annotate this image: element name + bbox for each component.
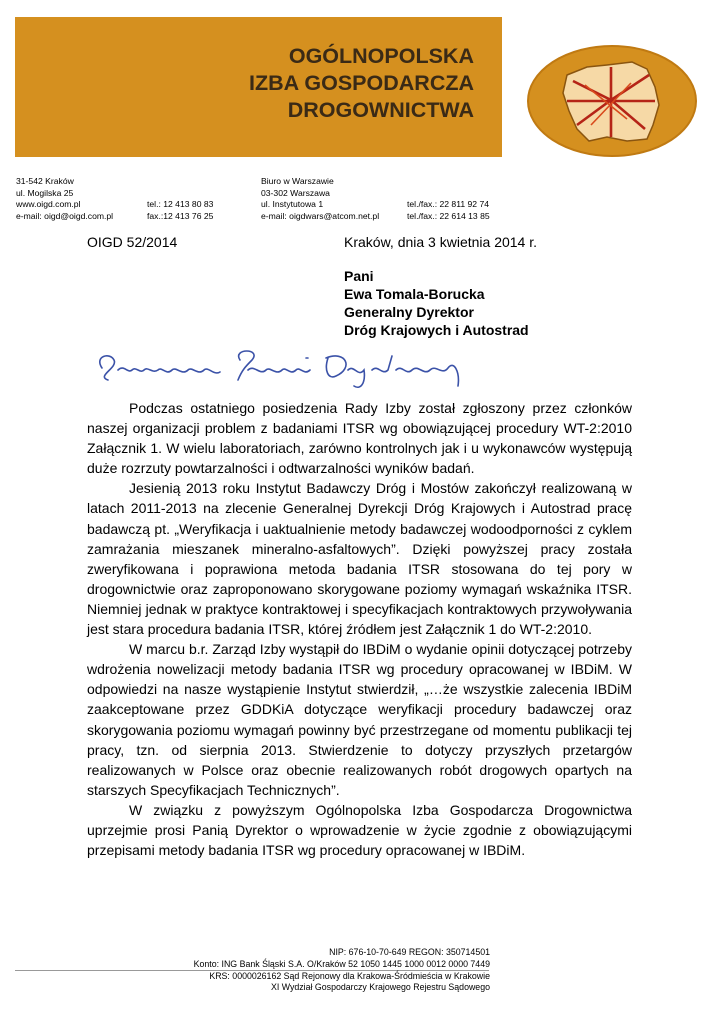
krakow-postal: 31-542 Kraków — [16, 176, 74, 186]
footer — [194, 947, 490, 994]
organization-name-line: DROGOWNICTWA — [287, 98, 474, 122]
header-banner — [15, 17, 502, 157]
letter-body — [87, 398, 632, 860]
organization-name — [249, 43, 474, 124]
krakow-phone: tel.: 12 413 80 83 — [147, 199, 214, 210]
warsaw-contact — [261, 176, 490, 222]
recipient-line: Ewa Tomala-Borucka — [344, 286, 485, 302]
warsaw-fax: tel./fax.: 22 614 13 85 — [407, 210, 490, 221]
krakow-website-link[interactable]: www.oigd.com.pl — [16, 199, 81, 210]
letter-paragraph: Podczas ostatniego posiedzenia Rady Izby został zgłoszony przez członków naszej organizacji problem z badaniami ITSR wg obowiązującej procedury WT-2:2010 Załącznik 1. W wielu laboratoriach, zarówno kontrolnych jak i u wykonawców występują duże rozrzuty powtarzalności i odtwarzalności wyników badań. — [87, 400, 632, 477]
recipient-line: Generalny Dyrektor — [344, 304, 474, 320]
warsaw-email-link[interactable]: e-mail: oigdwars@atcom.net.pl — [261, 210, 380, 221]
reference-number: OIGD 52/2014 — [87, 234, 178, 250]
recipient-line: Pani — [344, 268, 374, 284]
krakow-contact — [16, 176, 214, 222]
krakow-fax: fax.:12 413 76 25 — [147, 210, 214, 221]
recipient-address — [344, 267, 529, 339]
krakow-email-link[interactable]: e-mail: oigd@oigd.com.pl — [16, 210, 114, 221]
footer-bank: Konto: ING Bank Śląski S.A. O/Kraków 52 1050 1445 1000 0012 0000 7449 — [193, 958, 490, 969]
letter-paragraph: W marcu b.r. Zarząd Izby wystąpił do IBDiM o wydanie opinii dotyczącej potrzeby wdrożenia nowelizacji metody badania ITSR wg procedury opracowanej w IBDiM. W odpowiedzi na nasze wystąpienie Instytut stwierdził, „…że wszystkie zalecenia IBDiM zaakceptowane przez GDDKiA dotyczące weryfikacji procedury badawczej oraz skorygowania poziomu wymagań powinny być przestrzegane od momentu publikacji tej pracy, tzn. od sierpnia 2013. Stwierdzenie to dotyczy przyszłych przetargów realizowanych w Polsce oraz obecnie realizowanych robót drogowych opartych na starszych Specyfikacjach Technicznych”. — [87, 641, 632, 798]
warsaw-postal: 03-302 Warszawa — [261, 187, 330, 198]
organization-name-line: OGÓLNOPOLSKA — [288, 44, 474, 68]
recipient-line: Dróg Krajowych i Autostrad — [344, 322, 529, 338]
warsaw-phone: tel./fax.: 22 811 92 74 — [407, 199, 490, 210]
footer-court: XI Wydział Gospodarczy Krajowego Rejestru Sądowego — [271, 982, 490, 993]
krakow-street: ul. Mogilska 25 — [16, 187, 74, 198]
letter-paragraph: W związku z powyższym Ogólnopolska Izba Gospodarcza Drogownictwa uprzejmie prosi Panią Dyrektor o wprowadzenie w życie zgodnie z obowiązującymi przepisami metody badania ITSR wg procedury opracowanej w IBDiM. — [87, 801, 632, 859]
organization-name-line: IZBA GOSPODARCZA — [249, 71, 474, 95]
warsaw-street: ul. Instytutowa 1 — [261, 199, 324, 210]
place-date: Kraków, dnia 3 kwietnia 2014 r. — [344, 234, 538, 250]
footer-nip: NIP: 676-10-70-649 REGON: 350714501 — [329, 947, 490, 957]
handwritten-salutation — [92, 346, 472, 392]
letter-paragraph: Jesienią 2013 roku Instytut Badawczy Dróg i Mostów zakończył realizowaną w latach 2011-2013 na zlecenie Generalnej Dyrekcji Dróg Krajowych i Autostrad pracę badawczą pt. „Weryfikacja i uaktualnienie metody badawczej wodoodporności z cyklem zamrażania mieszanek mineralno-asfaltowych”. Dzięki powyższej pracy została zweryfikowana i poprawiona metoda badania ITSR stosowana do tej pory w drogownictwie oraz zaproponowano skorygowane poziomy wymagań wskaźnika ITSR. Niemniej jednak w praktyce kontraktowej i specyfikacjach kontraktowych przywoływania jest stara procedura badania ITSR, której źródłem jest Załącznik 1 do WT-2:2010. — [87, 480, 632, 638]
poland-map-logo-icon — [527, 45, 697, 157]
footer-krs: KRS: 0000026162 Sąd Rejonowy dla Krakowa-Śródmieścia w Krakowie — [209, 970, 490, 981]
warsaw-office: Biuro w Warszawie — [261, 176, 334, 186]
